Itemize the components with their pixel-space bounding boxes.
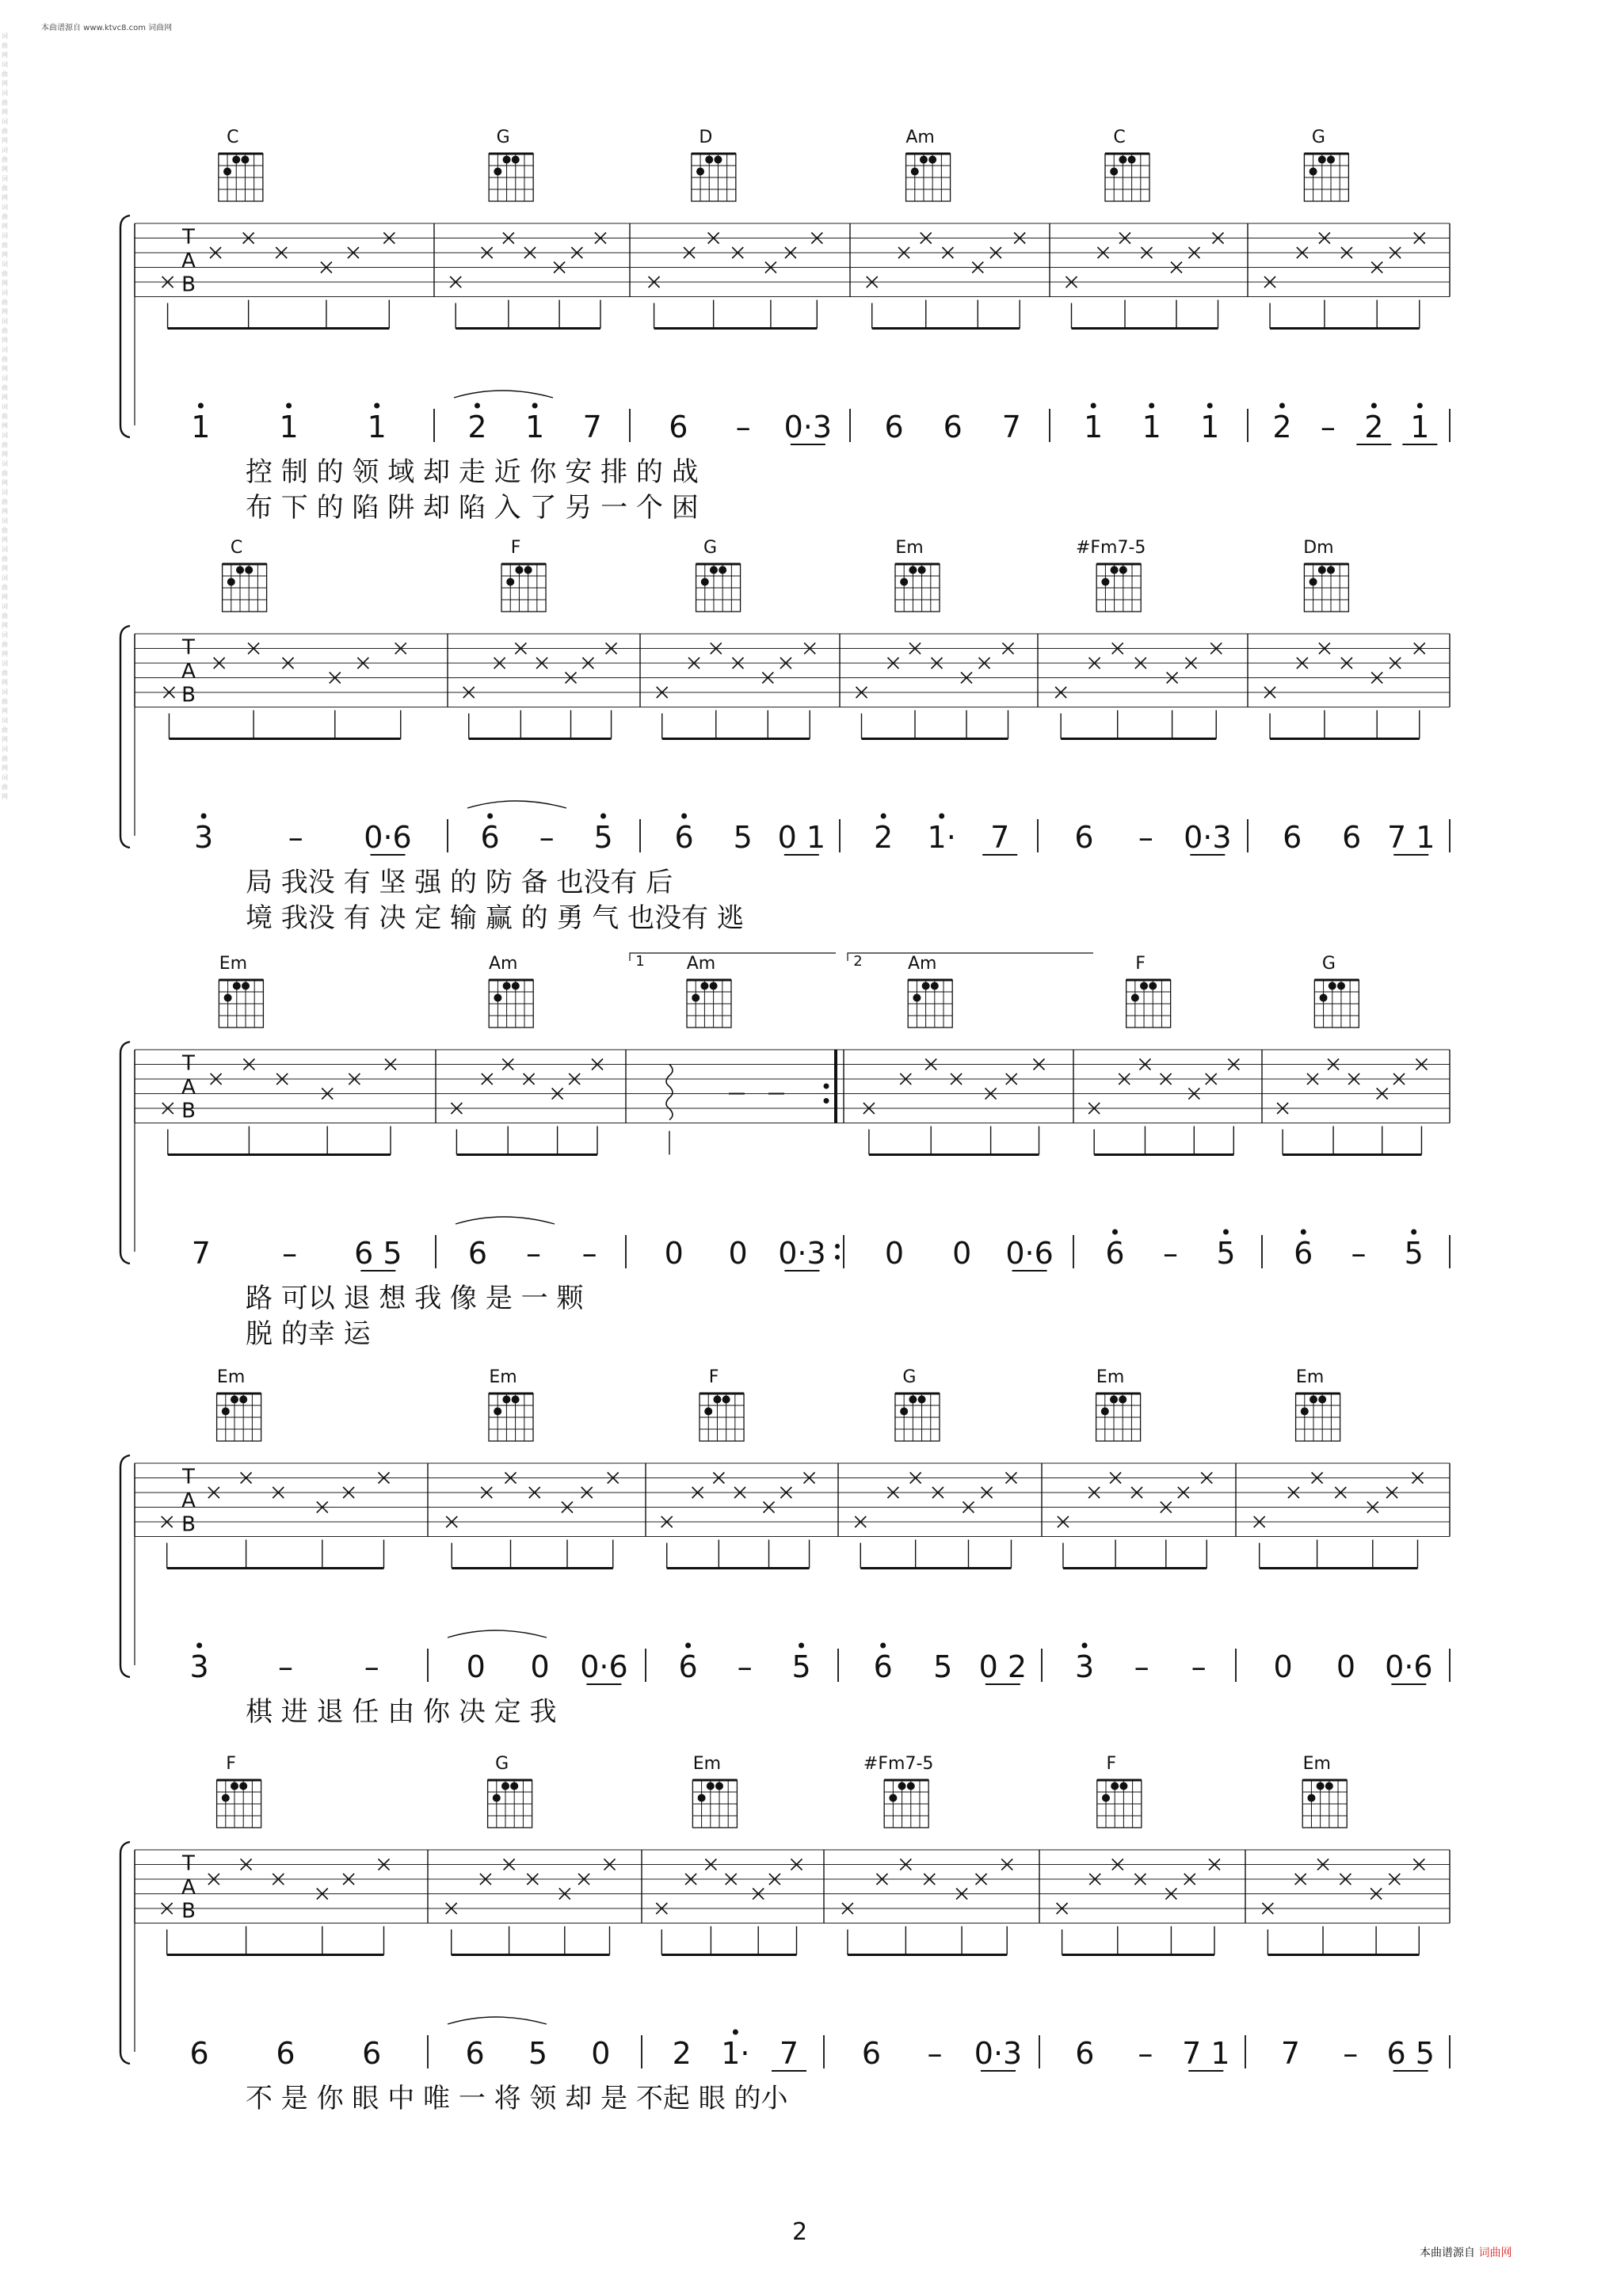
jianpu-note: 2 [874, 820, 894, 855]
chord-finger-dot [503, 156, 511, 164]
lyric-line: 境 我没 有 决 定 输 赢 的 勇 气 也没有 逃 [246, 902, 744, 934]
chord-finger-dot [700, 982, 708, 990]
jianpu-note: 1 [1142, 410, 1161, 444]
jianpu-note: 6 [467, 1236, 488, 1271]
jianpu-note: 0 [530, 1649, 550, 1684]
jianpu-note: 0 1 [777, 820, 826, 855]
chord-name: F [708, 1367, 719, 1387]
chord-finger-dot [506, 578, 514, 586]
jianpu-note: 1· [721, 2036, 750, 2071]
jianpu-note: 3 [194, 820, 214, 855]
note-dash: – [581, 1236, 597, 1271]
note-dash: – [927, 2036, 943, 2071]
jianpu-note: 1 [191, 410, 211, 444]
jianpu-note: 0·6 [580, 1649, 628, 1684]
jianpu-note: 6 [873, 1649, 893, 1684]
slur [448, 1630, 547, 1638]
tab-clef-letter: B [181, 683, 196, 707]
chord-finger-dot [1318, 566, 1326, 574]
chord-finger-dot [503, 982, 511, 990]
chord-finger-dot [510, 1782, 518, 1790]
jianpu-note: 6 5 [1386, 2036, 1435, 2071]
chord-finger-dot [239, 1396, 247, 1404]
chord-finger-dot [705, 156, 713, 164]
tab-clef-letter: T [182, 1851, 195, 1876]
note-dash: – [288, 820, 303, 855]
chord-name: Em [1096, 1367, 1125, 1387]
note-dash: – [737, 1649, 753, 1684]
chord-finger-dot [931, 982, 939, 990]
jianpu-note: 6 [1283, 820, 1302, 855]
tab-clef-letter: T [182, 635, 195, 660]
tab-clef-letter: T [182, 225, 195, 250]
chord-finger-dot [1140, 982, 1148, 990]
chord-name: C [227, 128, 239, 147]
jianpu-note: 6 [362, 2036, 382, 2071]
chord-finger-dot [515, 566, 523, 574]
high-octave-dot [286, 403, 292, 409]
chord-finger-dot [1309, 168, 1317, 176]
chord-finger-dot [224, 994, 232, 1002]
chord-name: Em [895, 538, 924, 558]
chord-finger-dot [222, 1408, 230, 1416]
chord-finger-dot [494, 994, 501, 1002]
lyric-line: 局 我没 有 坚 强 的 防 备 也没有 后 [246, 867, 673, 898]
jianpu-note: 6 [674, 820, 694, 855]
chord-finger-dot [1101, 1408, 1109, 1416]
chord-name: #Fm7-5 [863, 1754, 934, 1774]
jianpu-note: 6 [861, 2036, 882, 2071]
chord-finger-dot [1309, 578, 1317, 586]
chord-name: D [699, 128, 713, 147]
high-octave-dot [681, 814, 687, 819]
note-dash: – [1134, 1649, 1149, 1684]
system-bracket [120, 215, 130, 437]
lyric-line: 不 是 你 眼 中 唯 一 将 领 却 是 不起 眼 的小 [246, 2083, 788, 2114]
chord-finger-dot [909, 566, 917, 574]
arpeggio-mark [666, 1065, 673, 1120]
chord-name: G [496, 128, 510, 147]
chord-name: F [510, 538, 521, 558]
note-dash: – [1351, 1236, 1367, 1271]
high-octave-dot [1301, 1230, 1306, 1235]
tab-clef-letter: B [181, 1099, 196, 1123]
jianpu-note: 0 2 [978, 1649, 1027, 1684]
high-octave-dot [532, 403, 538, 409]
volta-number: 2 [853, 953, 863, 970]
jianpu-note: 5 [1404, 1236, 1424, 1271]
chord-finger-dot [911, 168, 919, 176]
jianpu-note: 1 [1200, 410, 1220, 444]
note-dash: – [735, 410, 751, 444]
chord-finger-dot [1119, 1782, 1127, 1790]
volta-number: 1 [635, 953, 645, 970]
chord-finger-dot [1119, 566, 1127, 574]
source-credit [1420, 2244, 1512, 2260]
jianpu-note: 5 [593, 820, 613, 855]
lyric-line: 控 制 的 领 域 却 走 近 你 安 排 的 战 [246, 456, 699, 488]
note-dash: – [282, 1236, 298, 1271]
jianpu-note: 0·3 [778, 1236, 826, 1271]
chord-name: C [230, 538, 243, 558]
jianpu-note: 6 [678, 1649, 698, 1684]
jianpu-note: 7 1 [1182, 2036, 1230, 2071]
chord-finger-dot [494, 1408, 501, 1416]
system-3 [120, 953, 1450, 1350]
high-octave-dot [1091, 403, 1096, 409]
jianpu-note: 3 [1074, 1649, 1095, 1684]
high-octave-dot [487, 814, 493, 819]
chord-finger-dot [715, 1782, 723, 1790]
jianpu-note: 5 [933, 1649, 953, 1684]
chord-finger-dot [1110, 168, 1118, 176]
chord-finger-dot [232, 156, 240, 164]
high-octave-dot [1207, 403, 1213, 409]
jianpu-note: 0 [1336, 1649, 1356, 1684]
chord-finger-dot [707, 1782, 715, 1790]
volta-bracket [848, 953, 1093, 961]
lyric-line: 布 下 的 陷 阱 却 陷 入 了 另 一 个 困 [246, 492, 699, 524]
repeat-dot [835, 1244, 840, 1249]
chord-name: Am [686, 954, 716, 974]
chord-finger-dot [1128, 156, 1136, 164]
high-octave-dot [374, 403, 379, 409]
chord-name: F [226, 1754, 236, 1774]
high-octave-dot [1082, 1643, 1088, 1649]
jianpu-note: 5 [733, 820, 753, 855]
chord-finger-dot [1149, 982, 1157, 990]
tab-clef-letter: A [181, 659, 196, 684]
tab-clef-letter: A [181, 1875, 196, 1900]
lyric-line: 路 可以 退 想 我 像 是 一 颗 [246, 1283, 584, 1314]
chord-finger-dot [245, 566, 253, 574]
chord-finger-dot [1307, 1794, 1315, 1802]
chord-finger-dot [239, 1782, 247, 1790]
volta-bracket [630, 953, 836, 961]
jianpu-note: 7 [191, 1236, 211, 1271]
jianpu-note: 7 [779, 2036, 799, 2071]
note-dash: – [539, 820, 555, 855]
note-dash: – [1138, 2036, 1153, 2071]
chord-name: F [1135, 954, 1146, 974]
jianpu-note: 7 [1001, 410, 1021, 444]
jianpu-note: 6 5 [354, 1236, 402, 1271]
chord-finger-dot [701, 578, 709, 586]
jianpu-note: 7 [990, 820, 1010, 855]
chord-name: C [1113, 128, 1126, 147]
chord-finger-dot [1327, 156, 1335, 164]
jianpu-note: 6 [1105, 1236, 1125, 1271]
chord-finger-dot [1325, 1782, 1333, 1790]
high-octave-dot [733, 2030, 738, 2035]
jianpu-note: 0 [884, 1236, 905, 1271]
chord-finger-dot [1327, 566, 1335, 574]
tab-clef-letter: T [182, 1465, 195, 1489]
note-dash: – [1138, 820, 1153, 855]
note-dash: – [526, 1236, 542, 1271]
note-dash: – [1343, 2036, 1359, 2071]
chord-finger-dot [493, 1794, 501, 1802]
chord-finger-dot [900, 1408, 908, 1416]
chord-finger-dot [1309, 1396, 1317, 1404]
jianpu-note: 6 [1342, 820, 1362, 855]
chord-finger-dot [512, 1396, 520, 1404]
chord-finger-dot [501, 1782, 509, 1790]
system-bracket [120, 1455, 130, 1677]
jianpu-note: 7 [582, 410, 602, 444]
chord-finger-dot [1317, 1782, 1325, 1790]
system-4 [120, 1367, 1450, 1728]
jianpu-note: 6 [884, 410, 904, 444]
high-octave-dot [1149, 403, 1154, 409]
chord-finger-dot [928, 156, 936, 164]
repeat-dot [824, 1084, 829, 1089]
tab-clef-letter: B [181, 273, 196, 297]
chord-name: Em [1302, 1754, 1331, 1774]
chord-finger-dot [1110, 1396, 1118, 1404]
lyric-line: 棋 进 退 任 由 你 决 定 我 [246, 1696, 557, 1728]
chord-finger-dot [241, 156, 249, 164]
note-dash: – [1191, 1649, 1207, 1684]
high-octave-dot [196, 1643, 202, 1649]
chord-finger-dot [913, 994, 921, 1002]
chord-finger-dot [704, 1408, 712, 1416]
high-octave-dot [600, 814, 606, 819]
slur [456, 1217, 555, 1224]
chord-finger-dot [714, 156, 722, 164]
chord-finger-dot [692, 994, 700, 1002]
jianpu-note: 0·3 [974, 2036, 1023, 2071]
jianpu-note: 5 [528, 2036, 548, 2071]
jianpu-note: 0·3 [1184, 820, 1232, 855]
chord-name: Dm [1303, 538, 1334, 558]
chord-name: Em [219, 954, 248, 974]
source-header: 本曲谱源自 www.ktvc8.com 词曲网 [41, 24, 173, 32]
chord-name: Am [905, 128, 935, 147]
credit-text: 本曲谱源自 [1420, 2247, 1475, 2259]
slur [467, 801, 566, 808]
note-dash: – [277, 1649, 293, 1684]
repeat-dot [835, 1255, 840, 1260]
chord-finger-dot [922, 982, 930, 990]
chord-finger-dot [1101, 578, 1109, 586]
jianpu-note: 6 [276, 2036, 295, 2071]
jianpu-note: 1 [367, 410, 387, 444]
jianpu-note: 0·3 [783, 410, 833, 444]
chord-finger-dot [231, 1782, 238, 1790]
jianpu-note: 1 [525, 410, 545, 444]
jianpu-note: 2 [1272, 410, 1292, 444]
chord-finger-dot [722, 1396, 730, 1404]
jianpu-note: 7 1 [1387, 820, 1435, 855]
system-bracket [120, 1842, 130, 2064]
chord-finger-dot [696, 168, 704, 176]
high-octave-dot [1417, 403, 1423, 409]
system-bracket [120, 1042, 130, 1264]
jianpu-note: 6 [1294, 1236, 1313, 1271]
chord-finger-dot [918, 1396, 926, 1404]
chord-finger-dot [233, 982, 241, 990]
high-octave-dot [685, 1643, 691, 1649]
jianpu-note: 1 [1084, 410, 1104, 444]
jianpu-note: 0 [728, 1236, 748, 1271]
jianpu-note: 0 [591, 2036, 611, 2071]
chord-finger-dot [1119, 156, 1127, 164]
chord-finger-dot [918, 566, 926, 574]
chord-name: G [495, 1754, 509, 1774]
high-octave-dot [1223, 1230, 1229, 1235]
system-bracket [120, 626, 130, 848]
chord-finger-dot [524, 566, 532, 574]
chord-finger-dot [1301, 1408, 1309, 1416]
tab-clef-letter: A [181, 249, 196, 273]
jianpu-note: 1 [1410, 410, 1430, 444]
chord-finger-dot [1111, 566, 1119, 574]
chord-name: G [703, 538, 718, 558]
note-dash: – [1163, 1236, 1178, 1271]
lyric-line: 脱 的幸 运 [246, 1318, 371, 1350]
chord-finger-dot [710, 982, 718, 990]
chord-finger-dot [1337, 982, 1345, 990]
tab-clef-letter: B [181, 1512, 196, 1537]
chord-finger-dot [900, 578, 908, 586]
tab-clef-letter: T [182, 1051, 195, 1076]
chord-finger-dot [512, 156, 520, 164]
note-dash: – [1320, 410, 1336, 444]
high-octave-dot [475, 403, 480, 409]
chord-finger-dot [1131, 994, 1139, 1002]
chord-finger-dot [236, 566, 244, 574]
jianpu-note: 6 [669, 410, 688, 444]
jianpu-note: 0 [466, 1649, 486, 1684]
jianpu-note: 6 [480, 820, 500, 855]
chord-name: Am [488, 954, 518, 974]
chord-finger-dot [502, 1396, 510, 1404]
tab-clef-letter: A [181, 1075, 196, 1100]
chord-finger-dot [713, 1396, 721, 1404]
repeat-dot [824, 1098, 829, 1104]
chord-finger-dot [222, 1794, 230, 1802]
jianpu-note: 3 [189, 1649, 209, 1684]
chord-finger-dot [920, 156, 928, 164]
jianpu-note: 0 [952, 1236, 972, 1271]
high-octave-dot [1112, 1230, 1118, 1235]
jianpu-note: 1· [927, 820, 956, 855]
chord-name: Em [489, 1367, 517, 1387]
tab-clef-letter: A [181, 1489, 196, 1513]
high-octave-dot [799, 1643, 804, 1649]
chord-name: Em [1295, 1367, 1325, 1387]
high-octave-dot [880, 1643, 886, 1649]
high-octave-dot [201, 814, 207, 819]
jianpu-note: 0 [1273, 1649, 1293, 1684]
chord-finger-dot [1102, 1794, 1110, 1802]
chord-finger-dot [242, 982, 250, 990]
chord-name: G [1311, 128, 1325, 147]
note-dash: – [364, 1649, 379, 1684]
chord-name: #Fm7-5 [1075, 538, 1146, 558]
chord-finger-dot [512, 982, 520, 990]
chord-finger-dot [1320, 994, 1328, 1002]
side-watermark: 词曲网词曲网词曲网词曲网词曲网词曲网词曲网词曲网词曲网词曲网词曲网词曲网词曲网词曲网词曲网词曲网词曲网词曲网词曲网词曲网词曲网词曲网词曲网词曲网词曲网词曲网词曲网 [2, 32, 8, 800]
chord-finger-dot [909, 1396, 917, 1404]
high-octave-dot [1371, 403, 1377, 409]
system-2 [120, 538, 1450, 934]
chord-finger-dot [889, 1794, 897, 1802]
high-octave-dot [881, 814, 886, 819]
tab-clef-letter: B [181, 1899, 196, 1924]
chord-finger-dot [719, 566, 726, 574]
jianpu-note: 6 [1075, 2036, 1095, 2071]
jianpu-note: 6 [189, 2036, 209, 2071]
jianpu-note: 7 [1280, 2036, 1301, 2071]
jianpu-note: 0·6 [1005, 1236, 1054, 1271]
system-5 [120, 1754, 1450, 2114]
jianpu-note: 0 [664, 1236, 684, 1271]
chord-finger-dot [227, 578, 235, 586]
chord-finger-dot [1111, 1782, 1119, 1790]
chord-finger-dot [1329, 982, 1336, 990]
high-octave-dot [939, 814, 944, 819]
jianpu-note: 6 [465, 2036, 485, 2071]
chord-name: G [1321, 954, 1336, 974]
jianpu-note: 5 [791, 1649, 811, 1684]
high-octave-dot [1279, 403, 1285, 409]
chord-finger-dot [698, 1794, 706, 1802]
chord-name: Am [907, 954, 937, 974]
jianpu-note: 0·6 [1385, 1649, 1433, 1684]
page-number: 2 [792, 2218, 808, 2246]
chord-finger-dot [1318, 1396, 1326, 1404]
slur [454, 391, 553, 398]
jianpu-note: 6 [943, 410, 963, 444]
jianpu-note: 2 [1364, 410, 1384, 444]
jianpu-note: 2 [467, 410, 487, 444]
chord-finger-dot [223, 168, 231, 176]
credit-site: 词曲网 [1478, 2247, 1512, 2259]
chord-name: Em [216, 1367, 246, 1387]
chord-finger-dot [710, 566, 718, 574]
chord-finger-dot [1119, 1396, 1127, 1404]
jianpu-note: 0·6 [364, 820, 412, 855]
chord-finger-dot [898, 1782, 906, 1790]
high-octave-dot [198, 403, 204, 409]
chord-finger-dot [907, 1782, 915, 1790]
chord-finger-dot [1318, 156, 1326, 164]
chord-finger-dot [231, 1396, 238, 1404]
system-1 [120, 128, 1450, 524]
jianpu-note: 6 [1074, 820, 1094, 855]
chord-name: F [1106, 1754, 1117, 1774]
chord-name: Em [692, 1754, 722, 1774]
jianpu-note: 2 [672, 2036, 692, 2071]
high-octave-dot [1411, 1230, 1416, 1235]
slur [448, 2017, 547, 2024]
chord-name: G [902, 1367, 917, 1387]
jianpu-note: 5 [1216, 1236, 1236, 1271]
chord-finger-dot [494, 168, 501, 176]
jianpu-note: 1 [279, 410, 299, 444]
